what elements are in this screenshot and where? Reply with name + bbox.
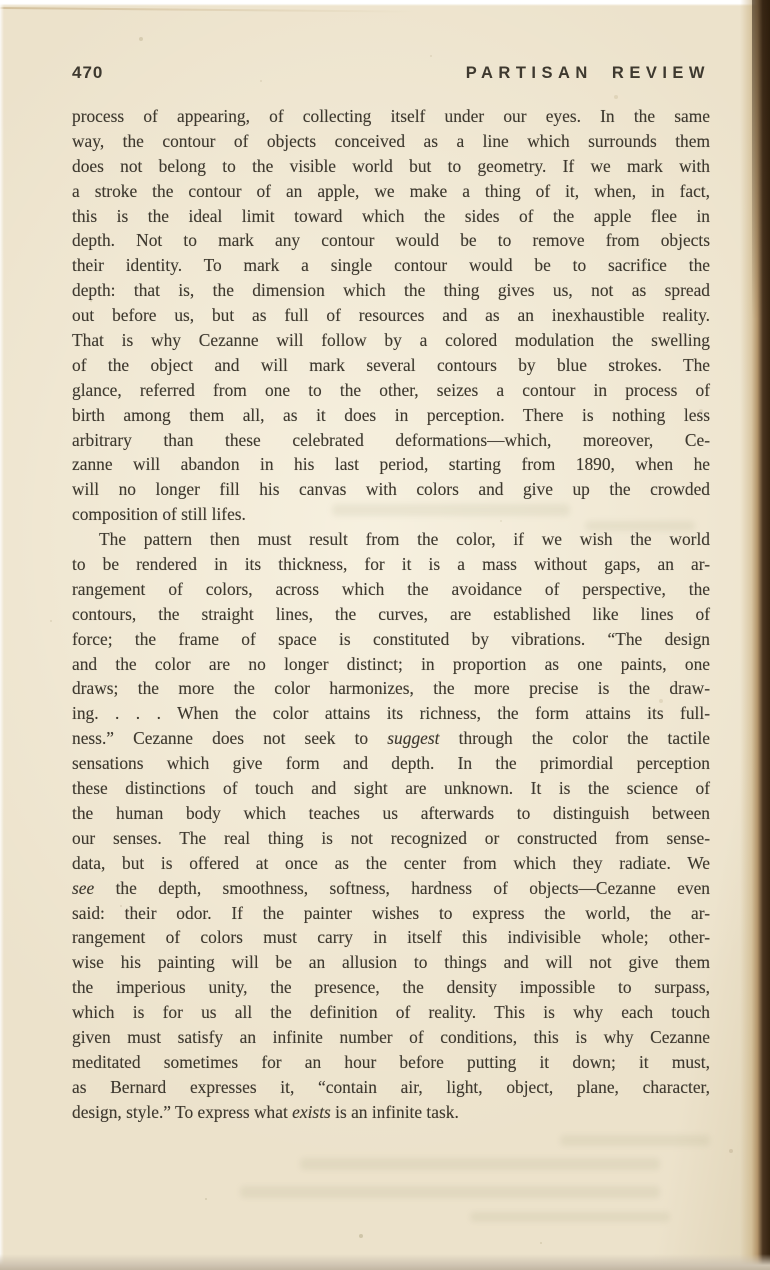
scan-top-edge: [0, 0, 770, 6]
text-line: and the color are no longer distinct; in proportion as one paints, one: [72, 653, 710, 674]
text-line: to be rendered in its thickness, for it is a mass without gaps, an ar-: [72, 554, 710, 575]
text-line: the imperious unity, the presence, the density impossible to surpass,: [72, 977, 710, 998]
showthrough-smudge: [470, 1212, 670, 1222]
text-line: out before us, but as full of resources and as an inexhaustible reality.: [72, 305, 710, 326]
text-line: ness.” Cezanne does not seek to suggest through the color the tactile: [72, 728, 710, 749]
text-line: glance, referred from one to the other, seizes a contour in process of: [72, 379, 710, 400]
text-line: The pattern then must result from the color, if we wish the world: [99, 529, 710, 550]
text-line: contours, the straight lines, the curves, are established like lines of: [72, 603, 710, 624]
text-line: zanne will abandon in his last period, starting from 1890, when he: [72, 454, 710, 475]
text-line: process of appearing, of collecting itself under our eyes. In the same: [72, 106, 710, 126]
text-line: depth: that is, the dimension which the thing gives us, not as spread: [72, 280, 710, 301]
showthrough-smudge: [560, 1135, 710, 1146]
text-line: see the depth, smoothness, softness, hardness of objects—Cezanne even: [72, 877, 710, 898]
scan-left-edge: [0, 0, 4, 1270]
text-line: way, the contour of objects conceived as a line which surrounds them: [72, 130, 710, 151]
text-line: birth among them all, as it does in perception. There is nothing less: [72, 404, 710, 425]
showthrough-smudge: [240, 1186, 660, 1198]
text-line: given must satisfy an infinite number of conditions, this is why Cezanne: [72, 1026, 710, 1047]
text-line: their identity. To mark a single contour would be to sacrifice the: [72, 255, 710, 276]
text-line: sensations which give form and depth. In the primordial perception: [72, 753, 710, 774]
text-line: design, style.” To express what exists is an infinite task.: [72, 1101, 459, 1122]
text-line: will no longer fill his canvas with colors and give up the crowded: [72, 479, 710, 500]
text-line: these distinctions of touch and sight are unknown. It is the science of: [72, 778, 710, 799]
text-line: composition of still lifes.: [72, 504, 246, 525]
text-line: as Bernard expresses it, “contain air, light, object, plane, character,: [72, 1076, 710, 1097]
text-line: said: their odor. If the painter wishes to express the world, the ar-: [72, 902, 710, 923]
text-line: the human body which teaches us afterwards to distinguish between: [72, 802, 710, 823]
page-number: 470: [72, 63, 104, 82]
page-text: [72, 104, 710, 1125]
text-line: ing. . . . When the color attains its richness, the form attains its full-: [72, 703, 710, 724]
text-line: this is the ideal limit toward which the sides of the apple flee in: [72, 205, 710, 226]
text-line: rangement of colors must carry in itself this indivisible whole; other-: [72, 927, 710, 948]
text-line: depth. Not to mark any contour would be to remove from objects: [72, 230, 710, 251]
text-line: a stroke the contour of an apple, we make a thing of it, when, in fact,: [72, 180, 710, 201]
text-line: draws; the more the color harmonizes, the more precise is the draw-: [72, 678, 710, 699]
text-line: rangement of colors, across which the avoidance of perspective, the: [72, 578, 710, 599]
text-line: does not belong to the visible world but to geometry. If we mark with: [72, 155, 710, 176]
book-right-edge-shadow: [752, 0, 770, 320]
page-top-crease: [0, 7, 420, 13]
text-line: our senses. The real thing is not recognized or constructed from sense-: [72, 827, 710, 848]
running-header: [72, 63, 710, 87]
text-line: which is for us all the definition of reality. This is why each touch: [72, 1002, 710, 1023]
text-line: That is why Cezanne will follow by a colored modulation the swelling: [72, 330, 710, 351]
text-line: of the object and will mark several contours by blue strokes. The: [72, 354, 710, 375]
showthrough-smudge: [300, 1158, 660, 1170]
text-line: data, but is offered at once as the center from which they radiate. We: [72, 852, 710, 873]
scan-bottom-edge: [0, 1254, 770, 1270]
text-line: force; the frame of space is constituted by vibrations. “The design: [72, 628, 710, 649]
text-line: wise his painting will be an allusion to things and will not give them: [72, 952, 710, 973]
journal-title: PARTISAN REVIEW: [465, 64, 710, 82]
text-line: meditated sometimes for an hour before putting it down; it must,: [72, 1051, 710, 1072]
text-line: arbitrary than these celebrated deformations—which, moreover, Ce-: [72, 429, 710, 450]
